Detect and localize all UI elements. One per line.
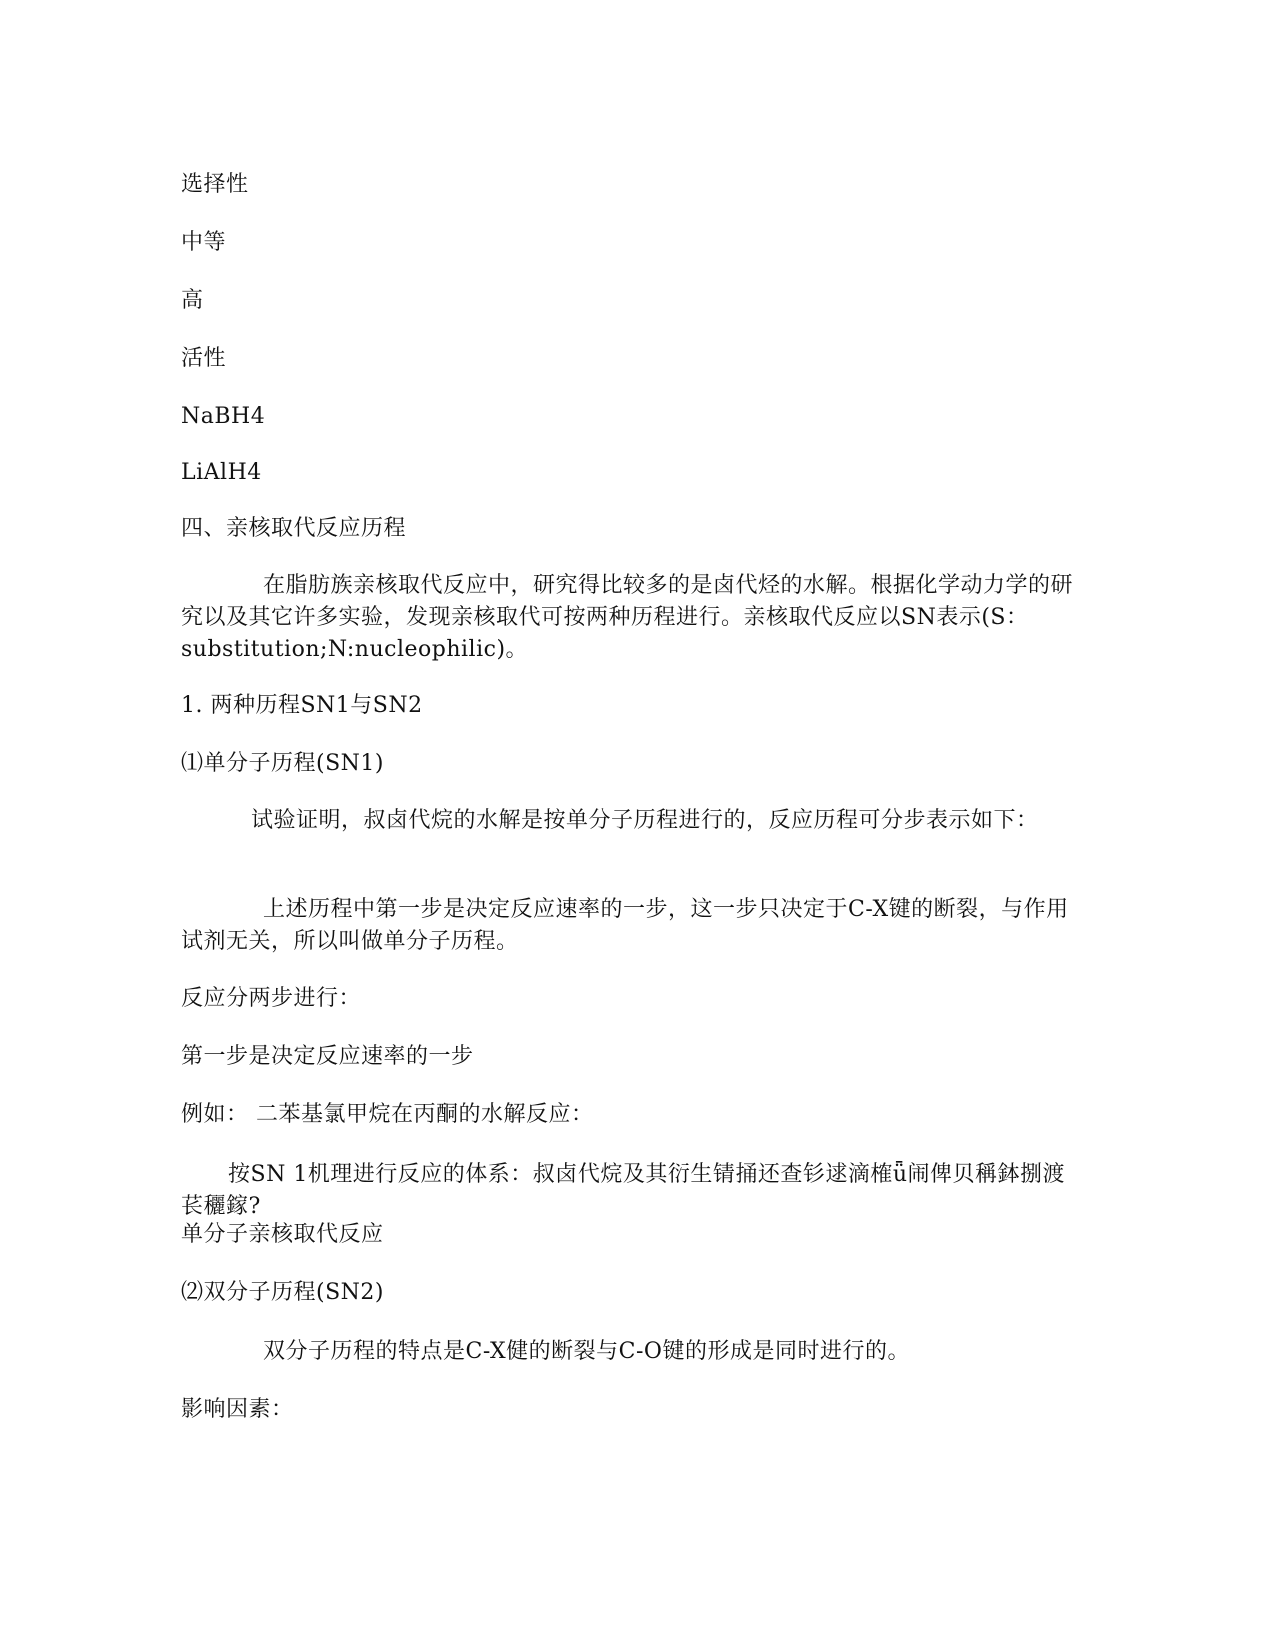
paragraph-sn1-explanation: 上述历程中第一步是决定反应速率的一步，这一步只决定于C-X键的断裂，与作用试剂无关，所以叫做单分子历程。 [181, 897, 1069, 954]
sn2-heading: ⑵双分子历程(SN2) [181, 1280, 384, 1305]
text-line-factors: 影响因素： [181, 1397, 294, 1422]
text-line-high: 高 [181, 288, 204, 313]
text-line-medium: 中等 [181, 230, 227, 255]
paragraph-sn1-proof: 试验证明，叔卤代烷的水解是按单分子历程进行的，反应历程可分步表示如下： [251, 808, 1039, 833]
text-line-example: 例如： 二苯基氯甲烷在丙酮的水解反应： [181, 1102, 594, 1127]
section-heading: 四、亲核取代反应历程 [181, 516, 407, 541]
paragraph-sn1-system: 按SN 1机理进行反应的体系：叔卤代烷及其衍生锖捅还查钐逑滴榷ǖ闹俾贝稱鉢捌渡苌穲鎵? [181, 1162, 1065, 1219]
text-line-two-steps: 反应分两步进行： [181, 986, 362, 1011]
subsection-heading: 1. 两种历程SN1与SN2 [181, 693, 423, 718]
text-line-lialh4: LiAlH4 [181, 460, 262, 485]
text-line-selectivity: 选择性 [181, 172, 249, 197]
text-line-nabh4: NaBH4 [181, 404, 266, 429]
text-line-unimolecular: 单分子亲核取代反应 [181, 1222, 384, 1247]
text-line-first-step: 第一步是决定反应速率的一步 [181, 1044, 474, 1069]
paragraph-intro: 在脂肪族亲核取代反应中，研究得比较多的是卤代烃的水解。根据化学动力学的研究以及其它许多实验，发现亲核取代可按两种历程进行。亲核取代反应以SN表示(S：substitution;N:nucleophilic)。 [181, 573, 1074, 662]
paragraph-sn2: 双分子历程的特点是C-X健的断裂与C-O键的形成是同时进行的。 [263, 1339, 910, 1364]
sn1-heading: ⑴单分子历程(SN1) [181, 751, 384, 776]
text-line-activity: 活性 [181, 346, 227, 371]
